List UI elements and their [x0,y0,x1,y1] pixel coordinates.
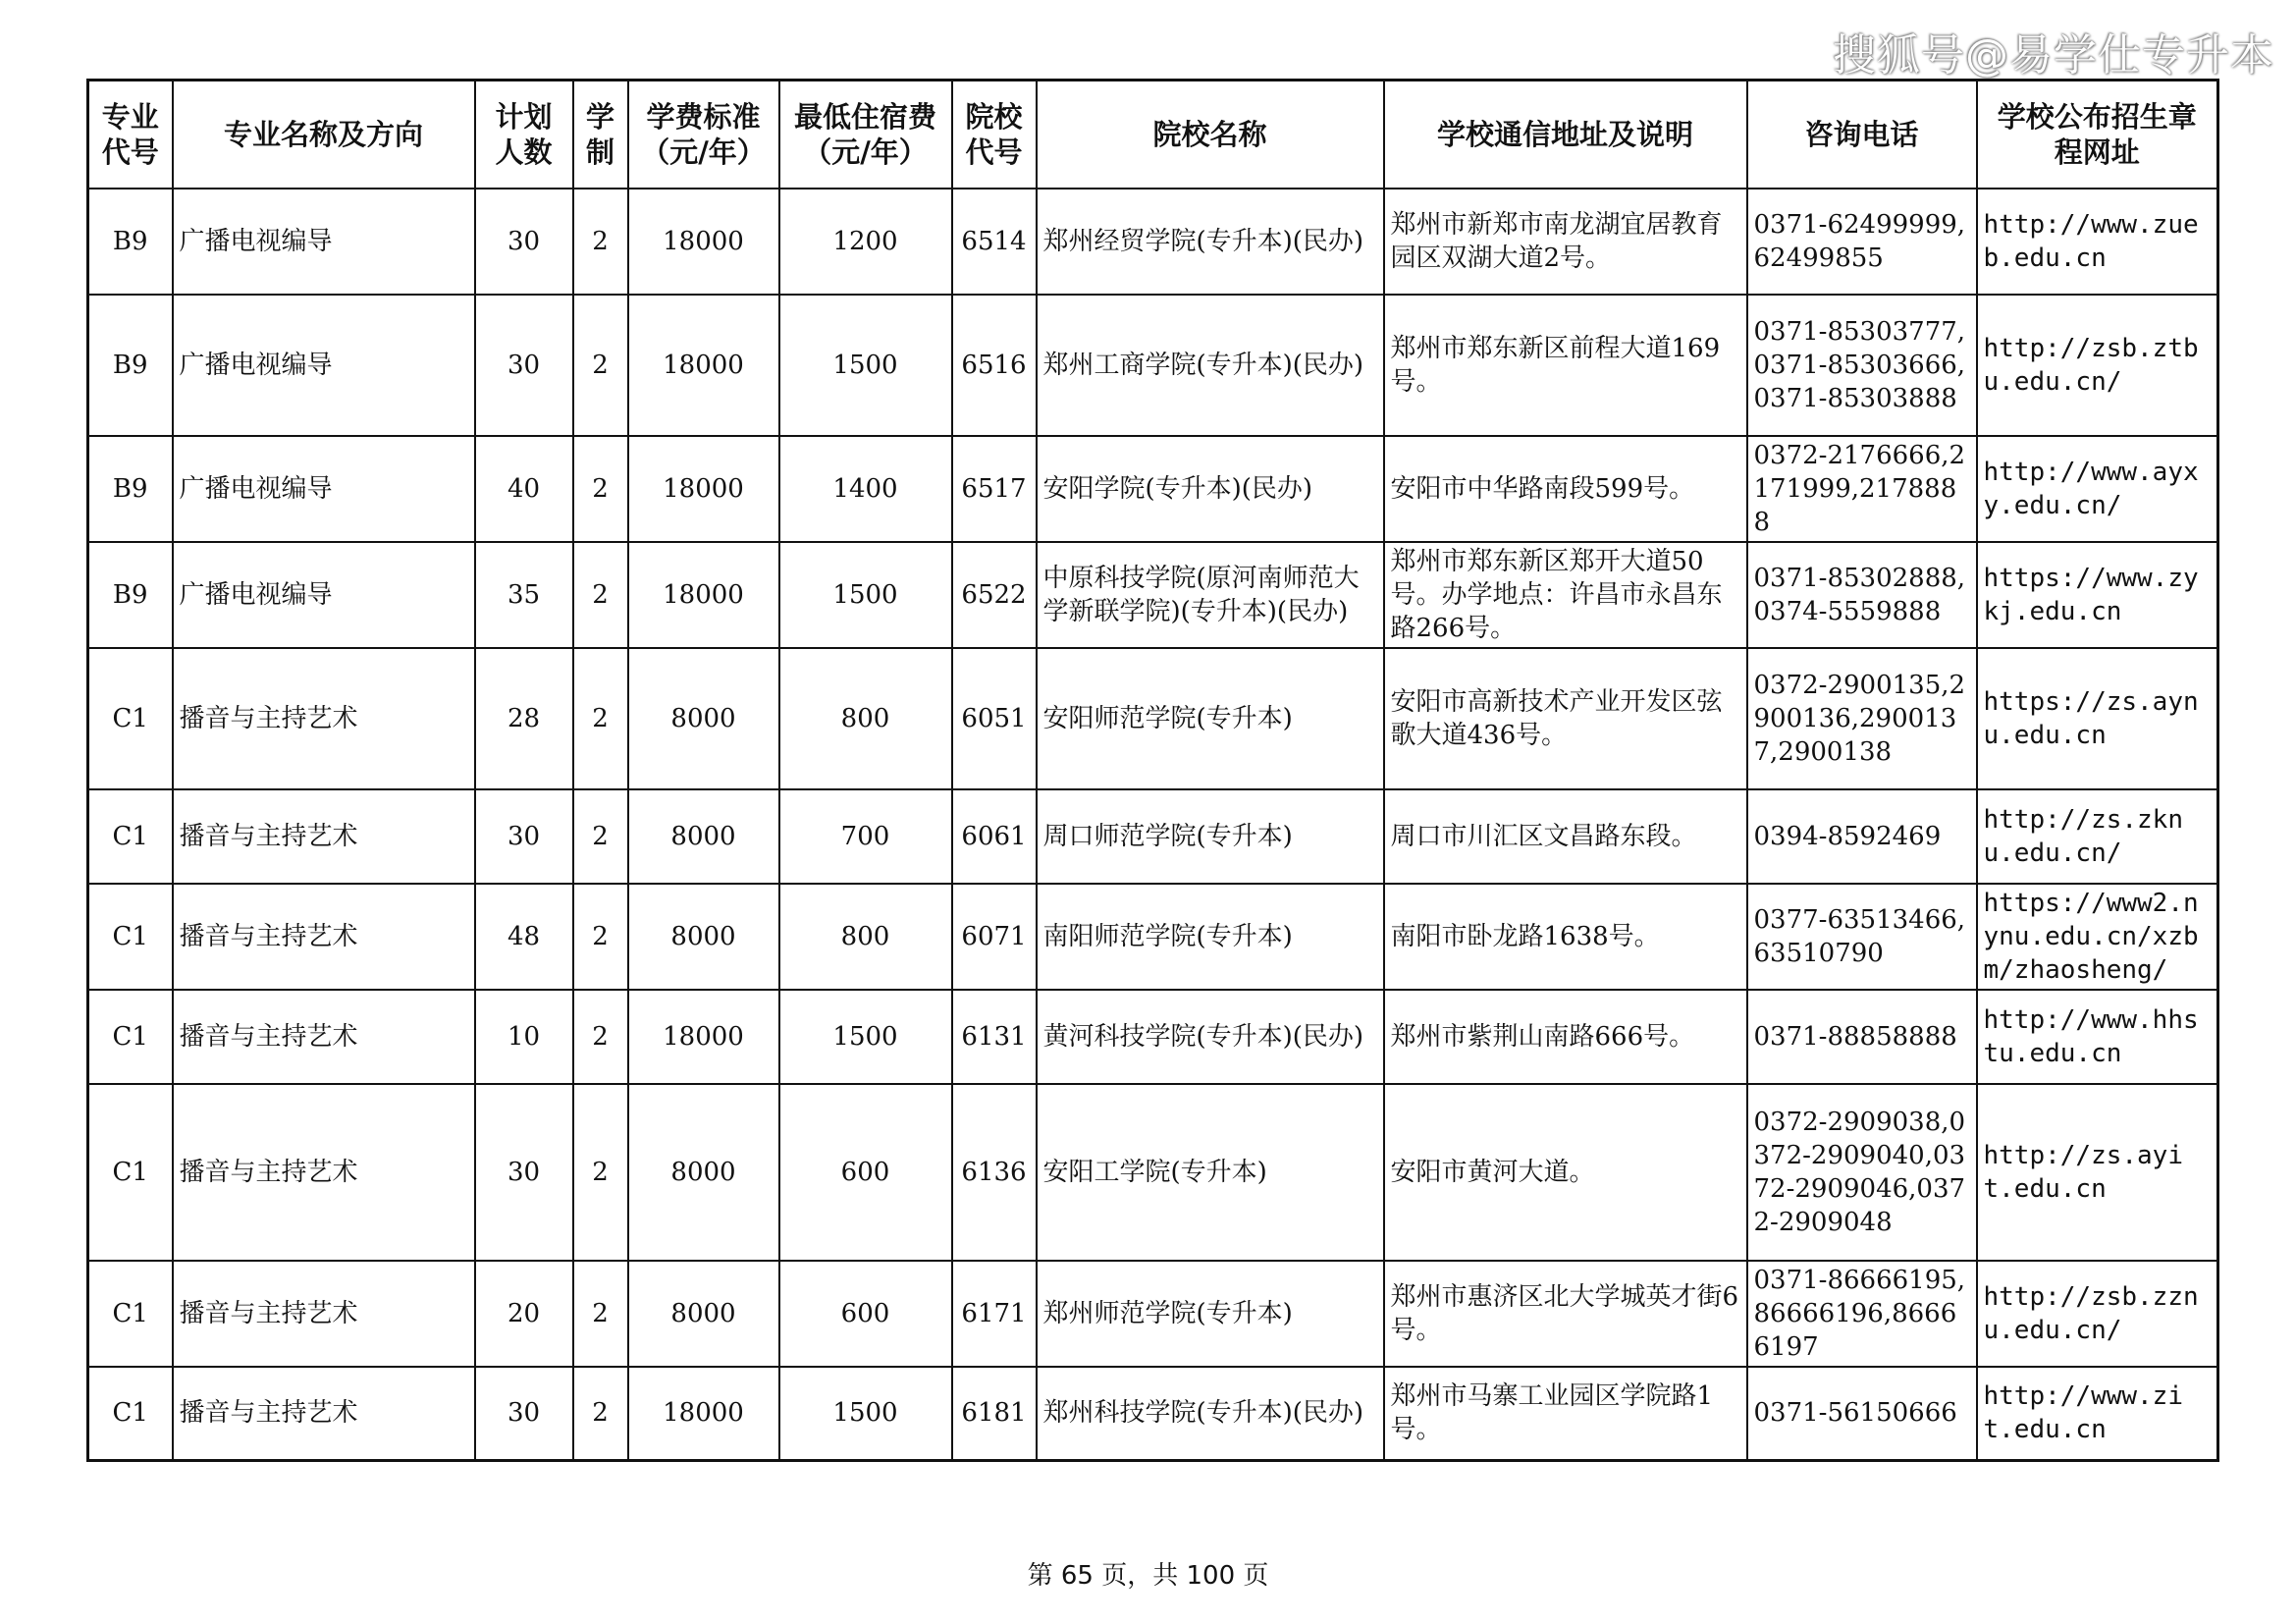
cell-lodging: 1500 [779,1367,952,1461]
footer-page-number: 65 [1060,1561,1094,1591]
cell-code: B9 [88,189,173,295]
cell-tuition: 18000 [628,436,779,542]
cell-plan: 40 [475,436,573,542]
cell-tuition: 18000 [628,189,779,295]
cell-school-code: 6051 [952,648,1037,789]
cell-tuition: 18000 [628,295,779,436]
cell-phone: 0371-85303777,0371-85303666,0371-85303888 [1747,295,1977,436]
cell-phone: 0371-88858888 [1747,990,1977,1084]
cell-code: C1 [88,789,173,884]
table-row [88,990,2218,1084]
cell-code: B9 [88,436,173,542]
footer-total-pages: 100 [1186,1561,1236,1591]
cell-tuition: 18000 [628,990,779,1084]
cell-years: 2 [573,295,628,436]
cell-website: https://www2.nynu.edu.cn/xzbm/zhaosheng/ [1977,884,2218,990]
cell-years: 2 [573,1084,628,1261]
header-website: 学校公布招生章程网址 [1977,81,2218,189]
cell-website: http://www.zueb.edu.cn [1977,189,2218,295]
header-school-name: 院校名称 [1037,81,1384,189]
cell-plan: 20 [475,1261,573,1367]
header-phone: 咨询电话 [1747,81,1977,189]
cell-school-name: 安阳学院(专升本)(民办) [1037,436,1384,542]
cell-phone: 0371-86666195,86666196,86666197 [1747,1261,1977,1367]
cell-plan: 48 [475,884,573,990]
cell-years: 2 [573,542,628,648]
cell-major: 广播电视编导 [173,189,475,295]
cell-code: B9 [88,295,173,436]
cell-tuition: 18000 [628,542,779,648]
cell-address: 郑州市惠济区北大学城英才街6号。 [1384,1261,1747,1367]
table-row [88,648,2218,789]
cell-address: 郑州市郑东新区前程大道169号。 [1384,295,1747,436]
header-code: 专业代号 [88,81,173,189]
cell-lodging: 600 [779,1261,952,1367]
cell-major: 广播电视编导 [173,295,475,436]
cell-website: https://www.zykj.edu.cn [1977,542,2218,648]
cell-school-code: 6131 [952,990,1037,1084]
cell-phone: 0371-85302888,0374-5559888 [1747,542,1977,648]
cell-code: C1 [88,1261,173,1367]
cell-years: 2 [573,189,628,295]
cell-school-name: 郑州经贸学院(专升本)(民办) [1037,189,1384,295]
cell-lodging: 1500 [779,990,952,1084]
cell-tuition: 8000 [628,648,779,789]
cell-years: 2 [573,789,628,884]
cell-website: http://www.hhstu.edu.cn [1977,990,2218,1084]
cell-phone: 0372-2900135,2900136,2900137,2900138 [1747,648,1977,789]
cell-school-code: 6522 [952,542,1037,648]
cell-plan: 30 [475,789,573,884]
cell-code: C1 [88,884,173,990]
cell-years: 2 [573,648,628,789]
cell-school-name: 中原科技学院(原河南师范大学新联学院)(专升本)(民办) [1037,542,1384,648]
cell-school-name: 南阳师范学院(专升本) [1037,884,1384,990]
cell-lodging: 800 [779,648,952,789]
cell-major: 播音与主持艺术 [173,648,475,789]
cell-years: 2 [573,990,628,1084]
cell-plan: 28 [475,648,573,789]
cell-website: http://www.ayxy.edu.cn/ [1977,436,2218,542]
cell-address: 安阳市高新技术产业开发区弦歌大道436号。 [1384,648,1747,789]
cell-tuition: 8000 [628,1084,779,1261]
cell-major: 播音与主持艺术 [173,884,475,990]
cell-lodging: 800 [779,884,952,990]
cell-website: http://zsb.ztbu.edu.cn/ [1977,295,2218,436]
cell-school-code: 6516 [952,295,1037,436]
cell-major: 播音与主持艺术 [173,789,475,884]
header-school-code: 院校代号 [952,81,1037,189]
table-row [88,1084,2218,1261]
header-major: 专业名称及方向 [173,81,475,189]
cell-plan: 30 [475,1367,573,1461]
cell-major: 播音与主持艺术 [173,1261,475,1367]
cell-lodging: 700 [779,789,952,884]
cell-phone: 0372-2176666,2171999,2178888 [1747,436,1977,542]
cell-address: 郑州市郑东新区郑开大道50号。办学地点：许昌市永昌东路266号。 [1384,542,1747,648]
header-plan: 计划人数 [475,81,573,189]
cell-school-code: 6514 [952,189,1037,295]
cell-years: 2 [573,1261,628,1367]
cell-school-name: 郑州科技学院(专升本)(民办) [1037,1367,1384,1461]
cell-lodging: 600 [779,1084,952,1261]
cell-school-code: 6061 [952,789,1037,884]
cell-lodging: 1400 [779,436,952,542]
table-row [88,789,2218,884]
cell-phone: 0394-8592469 [1747,789,1977,884]
cell-years: 2 [573,436,628,542]
cell-phone: 0371-56150666 [1747,1367,1977,1461]
cell-years: 2 [573,884,628,990]
cell-website: http://zs.zknu.edu.cn/ [1977,789,2218,884]
table-row [88,1261,2218,1367]
cell-address: 郑州市马寨工业园区学院路1号。 [1384,1367,1747,1461]
cell-school-code: 6181 [952,1367,1037,1461]
cell-address: 周口市川汇区文昌路东段。 [1384,789,1747,884]
cell-tuition: 8000 [628,884,779,990]
footer-prefix: 第 [1027,1561,1053,1591]
cell-plan: 30 [475,295,573,436]
cell-website: http://zs.ayit.edu.cn [1977,1084,2218,1261]
table-row [88,884,2218,990]
cell-code: C1 [88,648,173,789]
footer-middle: 页，共 [1101,1561,1179,1591]
cell-website: https://zs.aynu.edu.cn [1977,648,2218,789]
header-years: 学制 [573,81,628,189]
cell-major: 播音与主持艺术 [173,990,475,1084]
admissions-table [86,79,2219,1462]
cell-school-name: 安阳师范学院(专升本) [1037,648,1384,789]
cell-major: 播音与主持艺术 [173,1084,475,1261]
cell-school-name: 黄河科技学院(专升本)(民办) [1037,990,1384,1084]
table-row [88,1367,2218,1461]
cell-address: 郑州市紫荆山南路666号。 [1384,990,1747,1084]
cell-address: 安阳市中华路南段599号。 [1384,436,1747,542]
cell-lodging: 1200 [779,189,952,295]
cell-lodging: 1500 [779,295,952,436]
table-row [88,542,2218,648]
cell-plan: 35 [475,542,573,648]
table-row [88,436,2218,542]
page-footer [0,1555,2296,1592]
cell-school-code: 6517 [952,436,1037,542]
cell-code: C1 [88,990,173,1084]
cell-years: 2 [573,1367,628,1461]
cell-code: B9 [88,542,173,648]
cell-plan: 30 [475,1084,573,1261]
header-tuition: 学费标准（元/年） [628,81,779,189]
header-address: 学校通信地址及说明 [1384,81,1747,189]
cell-address: 安阳市黄河大道。 [1384,1084,1747,1261]
table-row [88,189,2218,295]
cell-website: http://zsb.zznu.edu.cn/ [1977,1261,2218,1367]
header-lodging: 最低住宿费（元/年） [779,81,952,189]
cell-major: 广播电视编导 [173,542,475,648]
cell-lodging: 1500 [779,542,952,648]
header-row [88,81,2218,189]
cell-school-name: 郑州师范学院(专升本) [1037,1261,1384,1367]
cell-address: 南阳市卧龙路1638号。 [1384,884,1747,990]
cell-phone: 0371-62499999,62499855 [1747,189,1977,295]
cell-code: C1 [88,1367,173,1461]
cell-tuition: 8000 [628,789,779,884]
cell-school-code: 6171 [952,1261,1037,1367]
cell-plan: 10 [475,990,573,1084]
cell-school-name: 郑州工商学院(专升本)(民办) [1037,295,1384,436]
cell-school-name: 安阳工学院(专升本) [1037,1084,1384,1261]
table-row [88,295,2218,436]
cell-school-name: 周口师范学院(专升本) [1037,789,1384,884]
cell-school-code: 6136 [952,1084,1037,1261]
cell-plan: 30 [475,189,573,295]
cell-address: 郑州市新郑市南龙湖宜居教育园区双湖大道2号。 [1384,189,1747,295]
cell-major: 播音与主持艺术 [173,1367,475,1461]
footer-suffix: 页 [1243,1561,1269,1591]
cell-major: 广播电视编导 [173,436,475,542]
cell-code: C1 [88,1084,173,1261]
cell-phone: 0377-63513466,63510790 [1747,884,1977,990]
watermark: 搜狐号@易学仕专升本 [1833,30,2274,81]
cell-website: http://www.zit.edu.cn [1977,1367,2218,1461]
cell-school-code: 6071 [952,884,1037,990]
cell-phone: 0372-2909038,0372-2909040,0372-2909046,0372-2909048 [1747,1084,1977,1261]
cell-tuition: 18000 [628,1367,779,1461]
cell-tuition: 8000 [628,1261,779,1367]
